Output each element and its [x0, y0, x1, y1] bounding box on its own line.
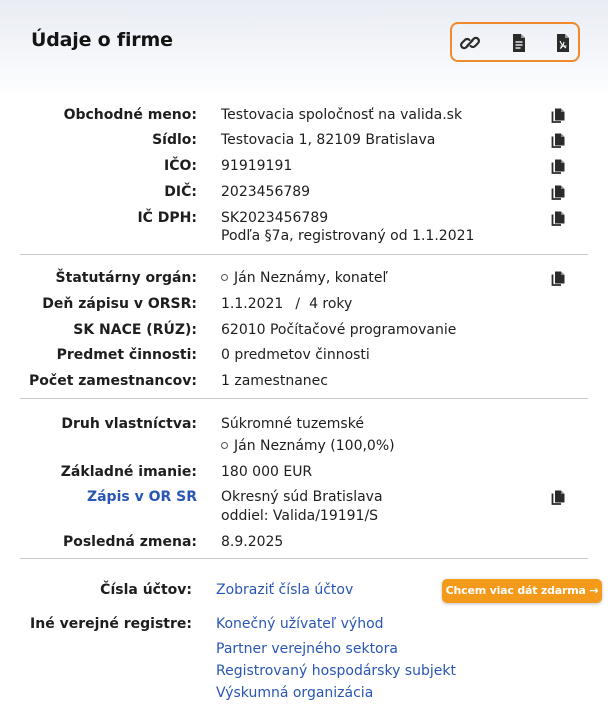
copy-icon[interactable] — [551, 211, 565, 227]
orsr-age-value: 4 roky — [309, 296, 353, 312]
activity-value: 0 predmetov činnosti — [221, 347, 370, 363]
nace-value: 62010 Počítačové programovanie — [221, 322, 457, 338]
statutory-value: Ján Neznámy, konateľ — [234, 270, 388, 286]
last-change-label: Posledná zmena: — [62, 534, 197, 550]
dic-value: 2023456789 — [221, 184, 311, 200]
link-icon[interactable] — [459, 32, 481, 54]
copy-icon[interactable] — [551, 490, 565, 506]
capital-label: Základné imanie: — [60, 464, 197, 480]
register-link-rpvs[interactable]: Partner verejného sektora — [216, 641, 398, 657]
company-name-value: Testovacia spoločnosť na valida.sk — [221, 107, 463, 123]
seat-value: Testovacia 1, 82109 Bratislava — [221, 132, 436, 148]
bullet-icon — [221, 274, 228, 281]
statutory-value-wrap — [221, 268, 388, 289]
registers-label: Iné verejné registre: — [30, 616, 192, 632]
icdph-label: IČ DPH: — [137, 210, 197, 226]
ownership-value: Súkromné tuzemské — [221, 416, 364, 432]
export-toolbar — [450, 22, 580, 62]
register-link-research[interactable]: Výskumná organizácia — [216, 685, 374, 701]
pdf-icon[interactable] — [552, 32, 574, 54]
ico-label: IČO: — [164, 158, 197, 174]
ico-value: 91919191 — [221, 158, 293, 174]
orsr-date-label: Deň zápisu v ORSR: — [42, 296, 197, 312]
capital-value: 180 000 EUR — [221, 464, 313, 480]
accounts-label: Čísla účtov: — [100, 582, 192, 598]
court-value: Okresný súd Bratislava — [221, 489, 383, 505]
nace-label: SK NACE (RÚZ): — [73, 322, 197, 338]
orsr-date-value: 1.1.2021 — [221, 296, 284, 312]
register-link-economic[interactable]: Registrovaný hospodársky subjekt — [216, 663, 456, 679]
orsr-entry-link[interactable]: Zápis v OR SR — [86, 489, 197, 505]
employees-value: 1 zamestnanec — [221, 373, 328, 389]
orsr-slash: / — [295, 296, 301, 312]
bullet-icon — [221, 442, 228, 449]
copy-icon[interactable] — [551, 108, 565, 124]
seat-label: Sídlo: — [152, 132, 197, 148]
employees-label: Počet zamestnancov: — [29, 373, 197, 389]
owner-value-wrap — [221, 436, 395, 457]
page-title: Údaje o firme — [31, 29, 173, 51]
statutory-label: Štatutárny orgán: — [55, 270, 197, 286]
copy-icon[interactable] — [551, 133, 565, 149]
icdph-note: Podľa §7a, registrovaný od 1.1.2021 — [221, 228, 475, 244]
show-accounts-link[interactable]: Zobraziť čísla účtov — [216, 582, 354, 598]
ownership-label: Druh vlastníctva: — [61, 416, 197, 432]
activity-label: Predmet činnosti: — [56, 347, 197, 363]
company-name-label: Obchodné meno: — [63, 107, 197, 123]
dic-label: DIČ: — [164, 184, 197, 200]
copy-icon[interactable] — [551, 185, 565, 201]
divider — [20, 254, 588, 255]
divider — [20, 558, 588, 559]
orsr-date-wrap — [221, 294, 352, 315]
copy-icon[interactable] — [551, 271, 565, 287]
last-change-value: 8.9.2025 — [221, 534, 284, 550]
divider — [20, 398, 588, 399]
section-value: oddiel: Valida/19191/S — [221, 508, 379, 524]
free-data-button[interactable]: Chcem viac dát zdarma → — [442, 579, 602, 603]
copy-icon[interactable] — [551, 159, 565, 175]
document-icon[interactable] — [508, 32, 530, 54]
owner-value: Ján Neznámy (100,0%) — [234, 438, 395, 454]
icdph-value: SK2023456789 — [221, 210, 329, 226]
register-link-ubo[interactable]: Konečný užívateľ výhod — [216, 616, 384, 632]
